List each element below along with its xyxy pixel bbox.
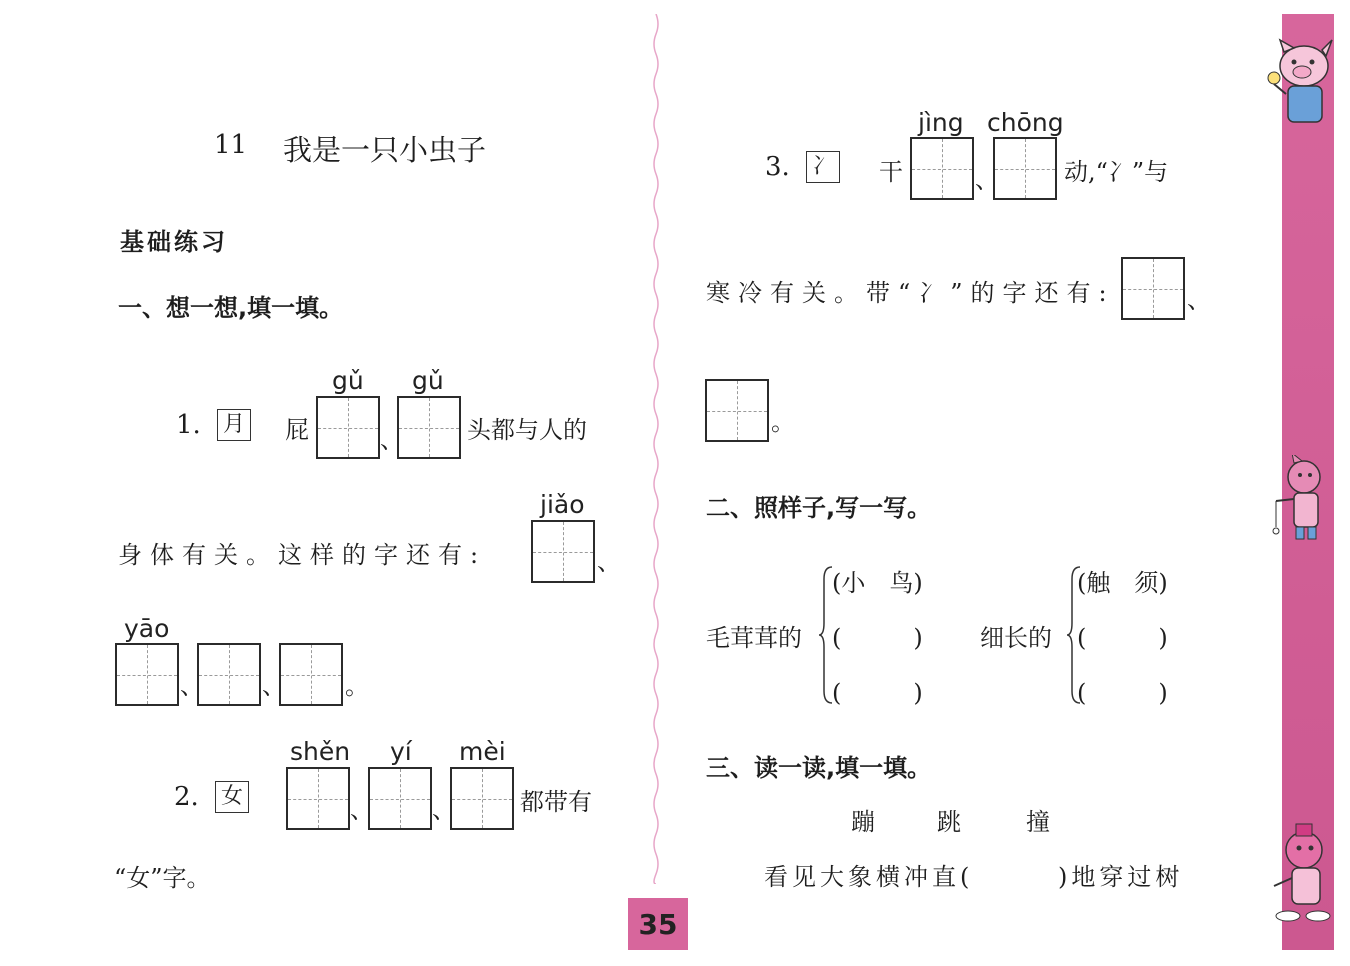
section1-title: 一、想一想,填一填。 bbox=[118, 294, 344, 322]
word-zhuang: 撞 bbox=[1026, 808, 1050, 836]
q1-radical-box: 月 bbox=[217, 409, 251, 441]
q2-answer-box-3[interactable] bbox=[450, 767, 514, 830]
lesson-number: 11 bbox=[214, 130, 248, 160]
q1-answer-box-4[interactable] bbox=[115, 643, 179, 706]
pinyin-jiao: jiǎo bbox=[540, 490, 585, 519]
pinyin-yi: yí bbox=[390, 737, 412, 766]
section3-title: 三、读一读,填一填。 bbox=[706, 754, 932, 782]
q2-radical-box: 女 bbox=[215, 781, 249, 813]
pinyin-gu-2: gǔ bbox=[412, 366, 444, 395]
sentence-part-b: )地穿过树 bbox=[1058, 863, 1184, 891]
q1-answer-box-2[interactable] bbox=[397, 396, 461, 459]
sentence-part-a: 看见大象横冲直( bbox=[764, 863, 974, 891]
section2-title: 二、照样子,写一写。 bbox=[706, 494, 932, 522]
q3-answer-box-1[interactable] bbox=[910, 137, 974, 200]
separator: 、 bbox=[432, 796, 456, 824]
wolf-cartoon-icon bbox=[1268, 455, 1330, 550]
separator: 、 bbox=[975, 166, 999, 194]
right-item-1: (触 须) bbox=[1077, 569, 1168, 597]
q3-answer-box-2[interactable] bbox=[993, 137, 1057, 200]
left-item-1: (小 鸟) bbox=[832, 569, 923, 597]
pinyin-chong: chōng bbox=[987, 108, 1064, 137]
q3-radical-box: 冫 bbox=[806, 151, 840, 183]
pig-cartoon-icon bbox=[1262, 38, 1340, 130]
q2-answer-box-1[interactable] bbox=[286, 767, 350, 830]
q3-lead-char: 干 bbox=[879, 158, 903, 186]
q2-number: 2. bbox=[174, 782, 199, 812]
left-item-2[interactable]: ( ) bbox=[832, 624, 923, 652]
q3-number: 3. bbox=[765, 152, 790, 182]
pinyin-jing: jìng bbox=[918, 108, 964, 137]
sentence-blank[interactable] bbox=[994, 860, 1058, 888]
left-word: 毛茸茸的 bbox=[706, 624, 802, 652]
separator: 、 bbox=[380, 426, 404, 454]
q3-line2-text: 寒冷有关。带“冫”的字还有: bbox=[706, 279, 1115, 307]
right-word: 细长的 bbox=[980, 624, 1052, 652]
q3-answer-box-4[interactable] bbox=[705, 379, 769, 442]
q1-lead-char: 屁 bbox=[285, 416, 309, 444]
q2-line2-text: “女”字。 bbox=[114, 864, 211, 892]
q3-answer-box-3[interactable] bbox=[1121, 257, 1185, 320]
q1-answer-box-5[interactable] bbox=[197, 643, 261, 706]
section-heading: 基础练习 bbox=[120, 228, 228, 256]
separator: 、 bbox=[1187, 286, 1211, 314]
q1-number: 1. bbox=[176, 410, 201, 440]
word-beng: 蹦 bbox=[851, 808, 875, 836]
right-item-2[interactable]: ( ) bbox=[1077, 624, 1168, 652]
period: 。 bbox=[771, 408, 795, 436]
separator: 、 bbox=[262, 672, 286, 700]
page-number: 35 bbox=[628, 898, 688, 950]
pinyin-gu-1: gǔ bbox=[332, 366, 364, 395]
cartoon-character-icon bbox=[1266, 820, 1334, 925]
q3-tail-text: 动,“冫”与 bbox=[1064, 158, 1169, 186]
separator: 、 bbox=[350, 796, 374, 824]
q1-answer-box-3[interactable] bbox=[531, 520, 595, 583]
q1-answer-box-1[interactable] bbox=[316, 396, 380, 459]
pinyin-yao: yāo bbox=[124, 614, 170, 643]
q1-answer-box-6[interactable] bbox=[279, 643, 343, 706]
page-divider bbox=[651, 14, 661, 884]
pinyin-mei: mèi bbox=[459, 737, 506, 766]
q2-tail-text: 都带有 bbox=[520, 788, 592, 816]
right-item-3[interactable]: ( ) bbox=[1077, 679, 1168, 707]
word-tiao: 跳 bbox=[937, 808, 961, 836]
left-item-3[interactable]: ( ) bbox=[832, 679, 923, 707]
q1-line2-text: 身体有关。这样的字还有: bbox=[118, 541, 487, 569]
q2-answer-box-2[interactable] bbox=[368, 767, 432, 830]
lesson-title: 我是一只小虫子 bbox=[283, 133, 487, 167]
period: 。 bbox=[345, 672, 369, 700]
q1-tail-text: 头都与人的 bbox=[467, 416, 587, 444]
separator: 、 bbox=[597, 548, 621, 576]
separator: 、 bbox=[180, 672, 204, 700]
pinyin-shen: shěn bbox=[290, 737, 351, 766]
